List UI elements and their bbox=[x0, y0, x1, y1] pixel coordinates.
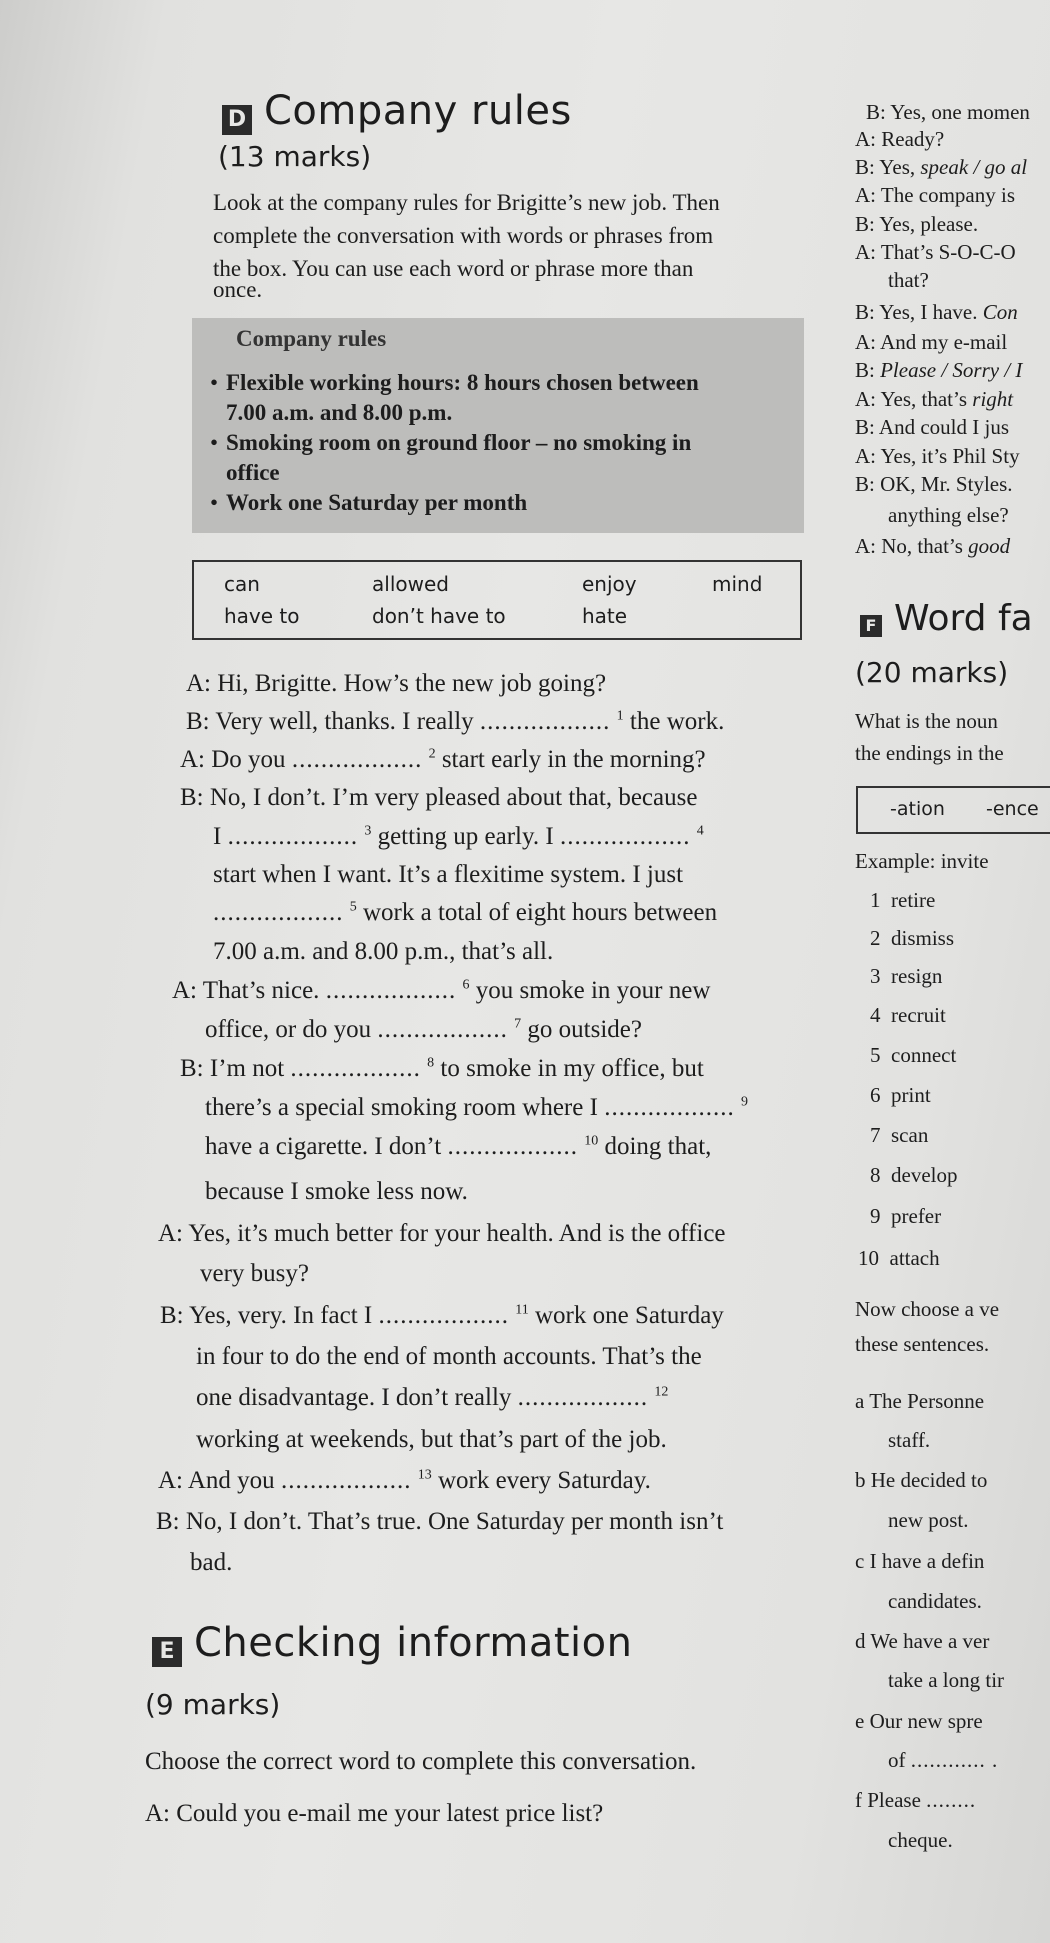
word-item: 4 recruit bbox=[870, 1003, 946, 1027]
dialogue-line: because I smoke less now. bbox=[205, 1178, 468, 1205]
dialogue-line: A: Do you .................. $^2$ start early in the morning? bbox=[180, 746, 706, 773]
section-marks: (9 marks) bbox=[145, 1688, 281, 1721]
rules-title: Company rules bbox=[236, 326, 387, 351]
dialogue-line: .................. $^5$ work a total of eight hours between bbox=[213, 899, 718, 926]
word-option: enjoy bbox=[582, 572, 637, 596]
word-item: 10 attach bbox=[858, 1246, 940, 1270]
sentence-line: f Please ........ bbox=[855, 1788, 977, 1812]
sentence-line: of ............ . bbox=[888, 1748, 999, 1772]
word-item: 6 print bbox=[870, 1083, 931, 1107]
section-letter: D bbox=[222, 105, 252, 135]
right-dialogue-line: A: The company is bbox=[855, 183, 1016, 207]
answer-blank[interactable]: .................. bbox=[291, 746, 423, 773]
answer-blank[interactable]: .................. bbox=[290, 1055, 421, 1082]
sentence-line: d We have a ver bbox=[855, 1629, 990, 1653]
right-dialogue-line: B: Yes, one momen bbox=[866, 100, 1030, 124]
sentence-line: b He decided to bbox=[855, 1468, 988, 1492]
dialogue-line: working at weekends, but that’s part of the job. bbox=[196, 1426, 667, 1453]
sentence-line: cheque. bbox=[888, 1828, 953, 1852]
dialogue-line: bad. bbox=[190, 1549, 233, 1576]
rule-item: • Work one Saturday per month bbox=[210, 490, 528, 515]
sentence-line: c I have a defin bbox=[855, 1549, 985, 1573]
right-dialogue-line: A: Yes, it’s Phil Sty bbox=[855, 444, 1020, 468]
instruction-line: Now choose a ve bbox=[855, 1297, 1000, 1321]
dialogue-line: in four to do the end of month accounts. That’s the bbox=[196, 1343, 702, 1370]
section-title: Company rules bbox=[264, 88, 572, 134]
answer-blank[interactable]: .................. bbox=[377, 1016, 508, 1043]
right-dialogue-line: anything else? bbox=[888, 503, 1009, 527]
word-item: 7 scan bbox=[870, 1123, 929, 1147]
dialogue-line: B: No, I don’t. That’s true. One Saturday per month isn’t bbox=[156, 1508, 724, 1535]
word-option: mind bbox=[712, 572, 763, 596]
dialogue-line: A: Could you e-mail me your latest price list? bbox=[145, 1800, 604, 1827]
dialogue-line: there’s a special smoking room where I .................. $^9$ bbox=[205, 1094, 748, 1121]
answer-blank[interactable]: .................. bbox=[325, 977, 457, 1004]
dialogue-line: one disadvantage. I don’t really .................. $^{12}$ bbox=[196, 1384, 669, 1411]
right-dialogue-line: B: And could I jus bbox=[855, 415, 1010, 439]
answer-blank[interactable]: .................. bbox=[559, 823, 691, 850]
section-title: Word fa bbox=[894, 598, 1033, 639]
dialogue-line: office, or do you .................. $^7$ go outside? bbox=[205, 1016, 642, 1043]
instruction-line: the endings in the bbox=[855, 741, 1004, 765]
dialogue-line: B: No, I don’t. I’m very pleased about that, because bbox=[180, 784, 698, 811]
dialogue-line: 7.00 a.m. and 8.00 p.m., that’s all. bbox=[213, 938, 554, 965]
ending-option: -ence bbox=[986, 798, 1039, 820]
right-dialogue-line: A: And my e-mail bbox=[855, 330, 1008, 354]
answer-blank[interactable]: .................. bbox=[479, 708, 611, 735]
instruction-line: Look at the company rules for Brigitte’s new job. Then bbox=[213, 190, 720, 215]
sentence-line: take a long tir bbox=[888, 1668, 1005, 1692]
sentence-line: new post. bbox=[888, 1508, 969, 1532]
right-dialogue-line: B: OK, Mr. Styles. bbox=[855, 472, 1013, 496]
word-item: 1 retire bbox=[870, 888, 936, 912]
instruction-line: complete the conversation with words or phrases from bbox=[213, 223, 714, 248]
answer-blank[interactable]: .................. bbox=[378, 1302, 509, 1329]
right-dialogue-line: B: Yes, I have. Con bbox=[855, 300, 1018, 324]
section-letter: F bbox=[860, 615, 882, 637]
right-dialogue-line: that? bbox=[888, 268, 929, 292]
right-dialogue-line: A: No, that’s good bbox=[855, 534, 1011, 558]
word-item: 3 resign bbox=[870, 964, 943, 988]
ending-option: -ation bbox=[890, 798, 945, 820]
dialogue-line: B: Very well, thanks. I really .................. $^1$ the work. bbox=[186, 708, 725, 735]
instruction-line: the box. You can use each word or phrase more than bbox=[213, 256, 694, 281]
company-rules-box bbox=[192, 318, 804, 533]
answer-blank[interactable]: .................. bbox=[213, 899, 344, 926]
dialogue-line: A: And you .................. $^{13}$ work every Saturday. bbox=[158, 1467, 651, 1494]
instruction-line: Choose the correct word to complete this conversation. bbox=[145, 1748, 697, 1775]
sentence-line: e Our new spre bbox=[855, 1709, 983, 1733]
instruction-line: once. bbox=[213, 277, 263, 302]
dialogue-line: B: Yes, very. In fact I .................. $^{11}$ work one Saturday bbox=[160, 1302, 724, 1329]
answer-blank[interactable]: ............ . bbox=[910, 1748, 999, 1772]
answer-blank[interactable]: .................. bbox=[517, 1384, 649, 1411]
word-option: have to bbox=[224, 604, 300, 628]
answer-blank[interactable]: .................. bbox=[227, 823, 359, 850]
endings-box bbox=[856, 786, 1050, 834]
section-marks: (13 marks) bbox=[218, 140, 372, 173]
sentence-line: staff. bbox=[888, 1428, 931, 1452]
answer-blank[interactable]: .................. bbox=[604, 1094, 735, 1121]
section-marks: (20 marks) bbox=[855, 656, 1009, 689]
word-item: 9 prefer bbox=[870, 1204, 942, 1228]
dialogue-line: B: I’m not .................. $^8$ to smoke in my office, but bbox=[180, 1055, 704, 1082]
word-item: 8 develop bbox=[870, 1163, 958, 1187]
answer-blank[interactable]: .................. bbox=[280, 1467, 412, 1494]
right-dialogue-line: A: Yes, that’s right bbox=[855, 387, 1014, 411]
right-dialogue-line: A: Ready? bbox=[855, 127, 945, 151]
dialogue-line: A: Hi, Brigitte. How’s the new job going? bbox=[186, 670, 607, 697]
dialogue-line: A: Yes, it’s much better for your health. And is the office bbox=[158, 1220, 726, 1247]
word-option: allowed bbox=[372, 572, 449, 596]
section-d-header bbox=[222, 88, 572, 135]
dialogue-line: very busy? bbox=[200, 1260, 309, 1287]
rule-item: • Smoking room on ground floor – no smoking in bbox=[210, 430, 692, 455]
section-title: Checking information bbox=[194, 1620, 633, 1666]
word-option: can bbox=[224, 572, 260, 596]
right-dialogue-line: B: Yes, please. bbox=[855, 212, 979, 236]
answer-blank[interactable]: .................. bbox=[447, 1133, 578, 1160]
section-f-header bbox=[860, 598, 1033, 639]
rule-item-cont: office bbox=[226, 460, 280, 485]
section-e-header bbox=[152, 1620, 632, 1667]
instruction-line: What is the noun bbox=[855, 709, 998, 733]
section-letter: E bbox=[152, 1637, 182, 1667]
dialogue-line: I .................. $^3$ getting up early. I .................. $^4$ bbox=[213, 823, 704, 850]
right-dialogue-line: B: Please / Sorry / I bbox=[855, 358, 1023, 382]
right-dialogue-line: B: Yes, speak / go al bbox=[855, 155, 1028, 179]
example-line: Example: invite bbox=[855, 849, 989, 873]
word-option: hate bbox=[582, 604, 628, 628]
answer-blank[interactable]: ........ bbox=[926, 1788, 977, 1812]
dialogue-line: have a cigarette. I don’t .................. $^{10}$ doing that, bbox=[205, 1133, 712, 1160]
dialogue-line: start when I want. It’s a flexitime system. I just bbox=[213, 861, 684, 888]
word-item: 2 dismiss bbox=[870, 926, 955, 950]
rule-item: • Flexible working hours: 8 hours chosen between bbox=[210, 370, 699, 395]
instruction-line: these sentences. bbox=[855, 1332, 990, 1356]
word-box bbox=[192, 560, 802, 640]
rule-item-cont: 7.00 a.m. and 8.00 p.m. bbox=[226, 400, 453, 425]
sentence-line: a The Personne bbox=[855, 1389, 985, 1413]
right-dialogue-line: A: That’s S-O-C-O bbox=[855, 240, 1016, 264]
word-item: 5 connect bbox=[870, 1043, 957, 1067]
word-option: don’t have to bbox=[372, 604, 506, 628]
sentence-line: candidates. bbox=[888, 1589, 982, 1613]
dialogue-line: A: That’s nice. .................. $^6$ you smoke in your new bbox=[172, 977, 711, 1004]
